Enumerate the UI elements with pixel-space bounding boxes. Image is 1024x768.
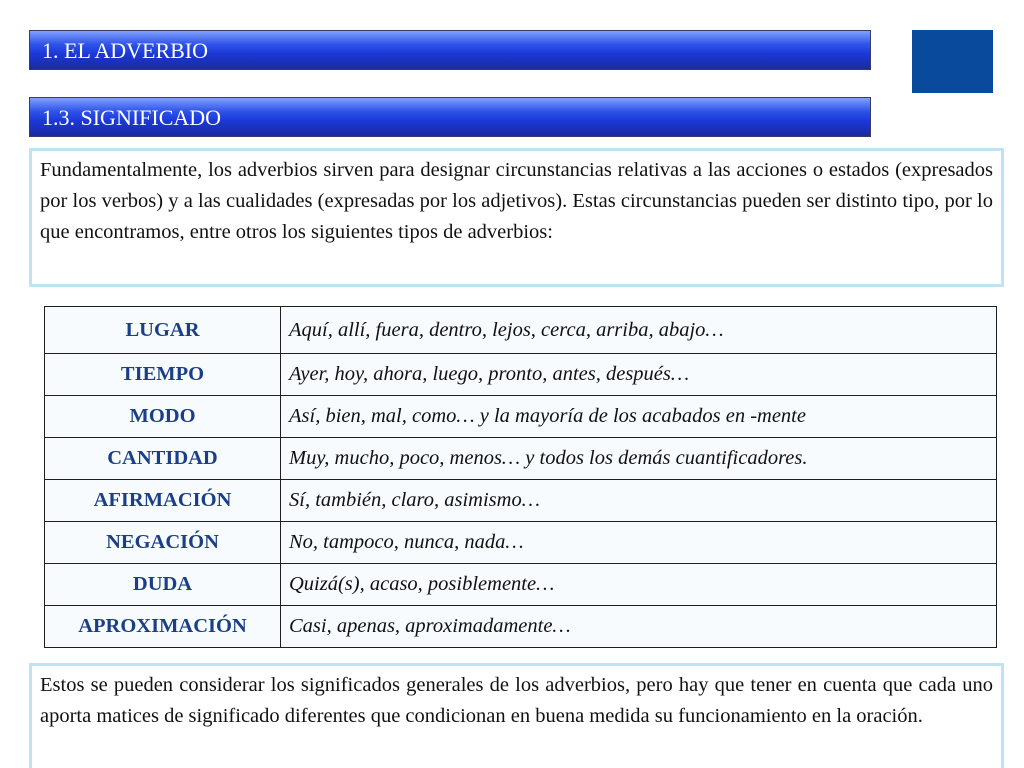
intro-text: Fundamentalmente, los adverbios sirven para designar circunstancias relativas a las acciones o estados (expresados por los verbos) y a las cualidades (expresadas por los adjetivos). Estas circunstancias pueden ser distinto tipo, por lo que encontramos, entre otros los siguientes tipos de adverbios: — [40, 159, 993, 243]
table-row — [45, 606, 997, 648]
subsection-title: 1.3. SIGNIFICADO — [42, 105, 222, 130]
examples-cell: Sí, también, claro, asimismo… — [281, 480, 997, 522]
table-row — [45, 564, 997, 606]
examples-cell: Aquí, allí, fuera, dentro, lejos, cerca, arriba, abajo… — [281, 307, 997, 354]
category-cell: DUDA — [45, 564, 281, 606]
table-row — [45, 438, 997, 480]
closing-box — [29, 663, 1004, 768]
subsection-title-bar — [29, 97, 871, 137]
table-row — [45, 354, 997, 396]
adverb-types-table — [44, 306, 997, 648]
category-cell: MODO — [45, 396, 281, 438]
corner-square — [912, 30, 993, 93]
examples-cell: Quizá(s), acaso, posiblemente… — [281, 564, 997, 606]
category-cell: LUGAR — [45, 307, 281, 354]
examples-cell: Ayer, hoy, ahora, luego, pronto, antes, después… — [281, 354, 997, 396]
section-title: 1. EL ADVERBIO — [42, 38, 209, 63]
examples-cell: Muy, mucho, poco, menos… y todos los demás cuantificadores. — [281, 438, 997, 480]
category-cell: CANTIDAD — [45, 438, 281, 480]
closing-text: Estos se pueden considerar los significados generales de los adverbios, pero hay que tener en cuenta que cada uno aporta matices de significado diferentes que condicionan en buena medida su funcionamiento en la oración. — [40, 674, 993, 727]
category-cell: AFIRMACIÓN — [45, 480, 281, 522]
category-cell: TIEMPO — [45, 354, 281, 396]
section-title-bar — [29, 30, 871, 70]
category-cell: NEGACIÓN — [45, 522, 281, 564]
table-row — [45, 396, 997, 438]
table-row — [45, 480, 997, 522]
intro-box — [29, 148, 1004, 287]
table-row — [45, 307, 997, 354]
table-row — [45, 522, 997, 564]
examples-cell: Casi, apenas, aproximadamente… — [281, 606, 997, 648]
examples-cell: Así, bien, mal, como… y la mayoría de los acabados en -mente — [281, 396, 997, 438]
examples-cell: No, tampoco, nunca, nada… — [281, 522, 997, 564]
category-cell: APROXIMACIÓN — [45, 606, 281, 648]
